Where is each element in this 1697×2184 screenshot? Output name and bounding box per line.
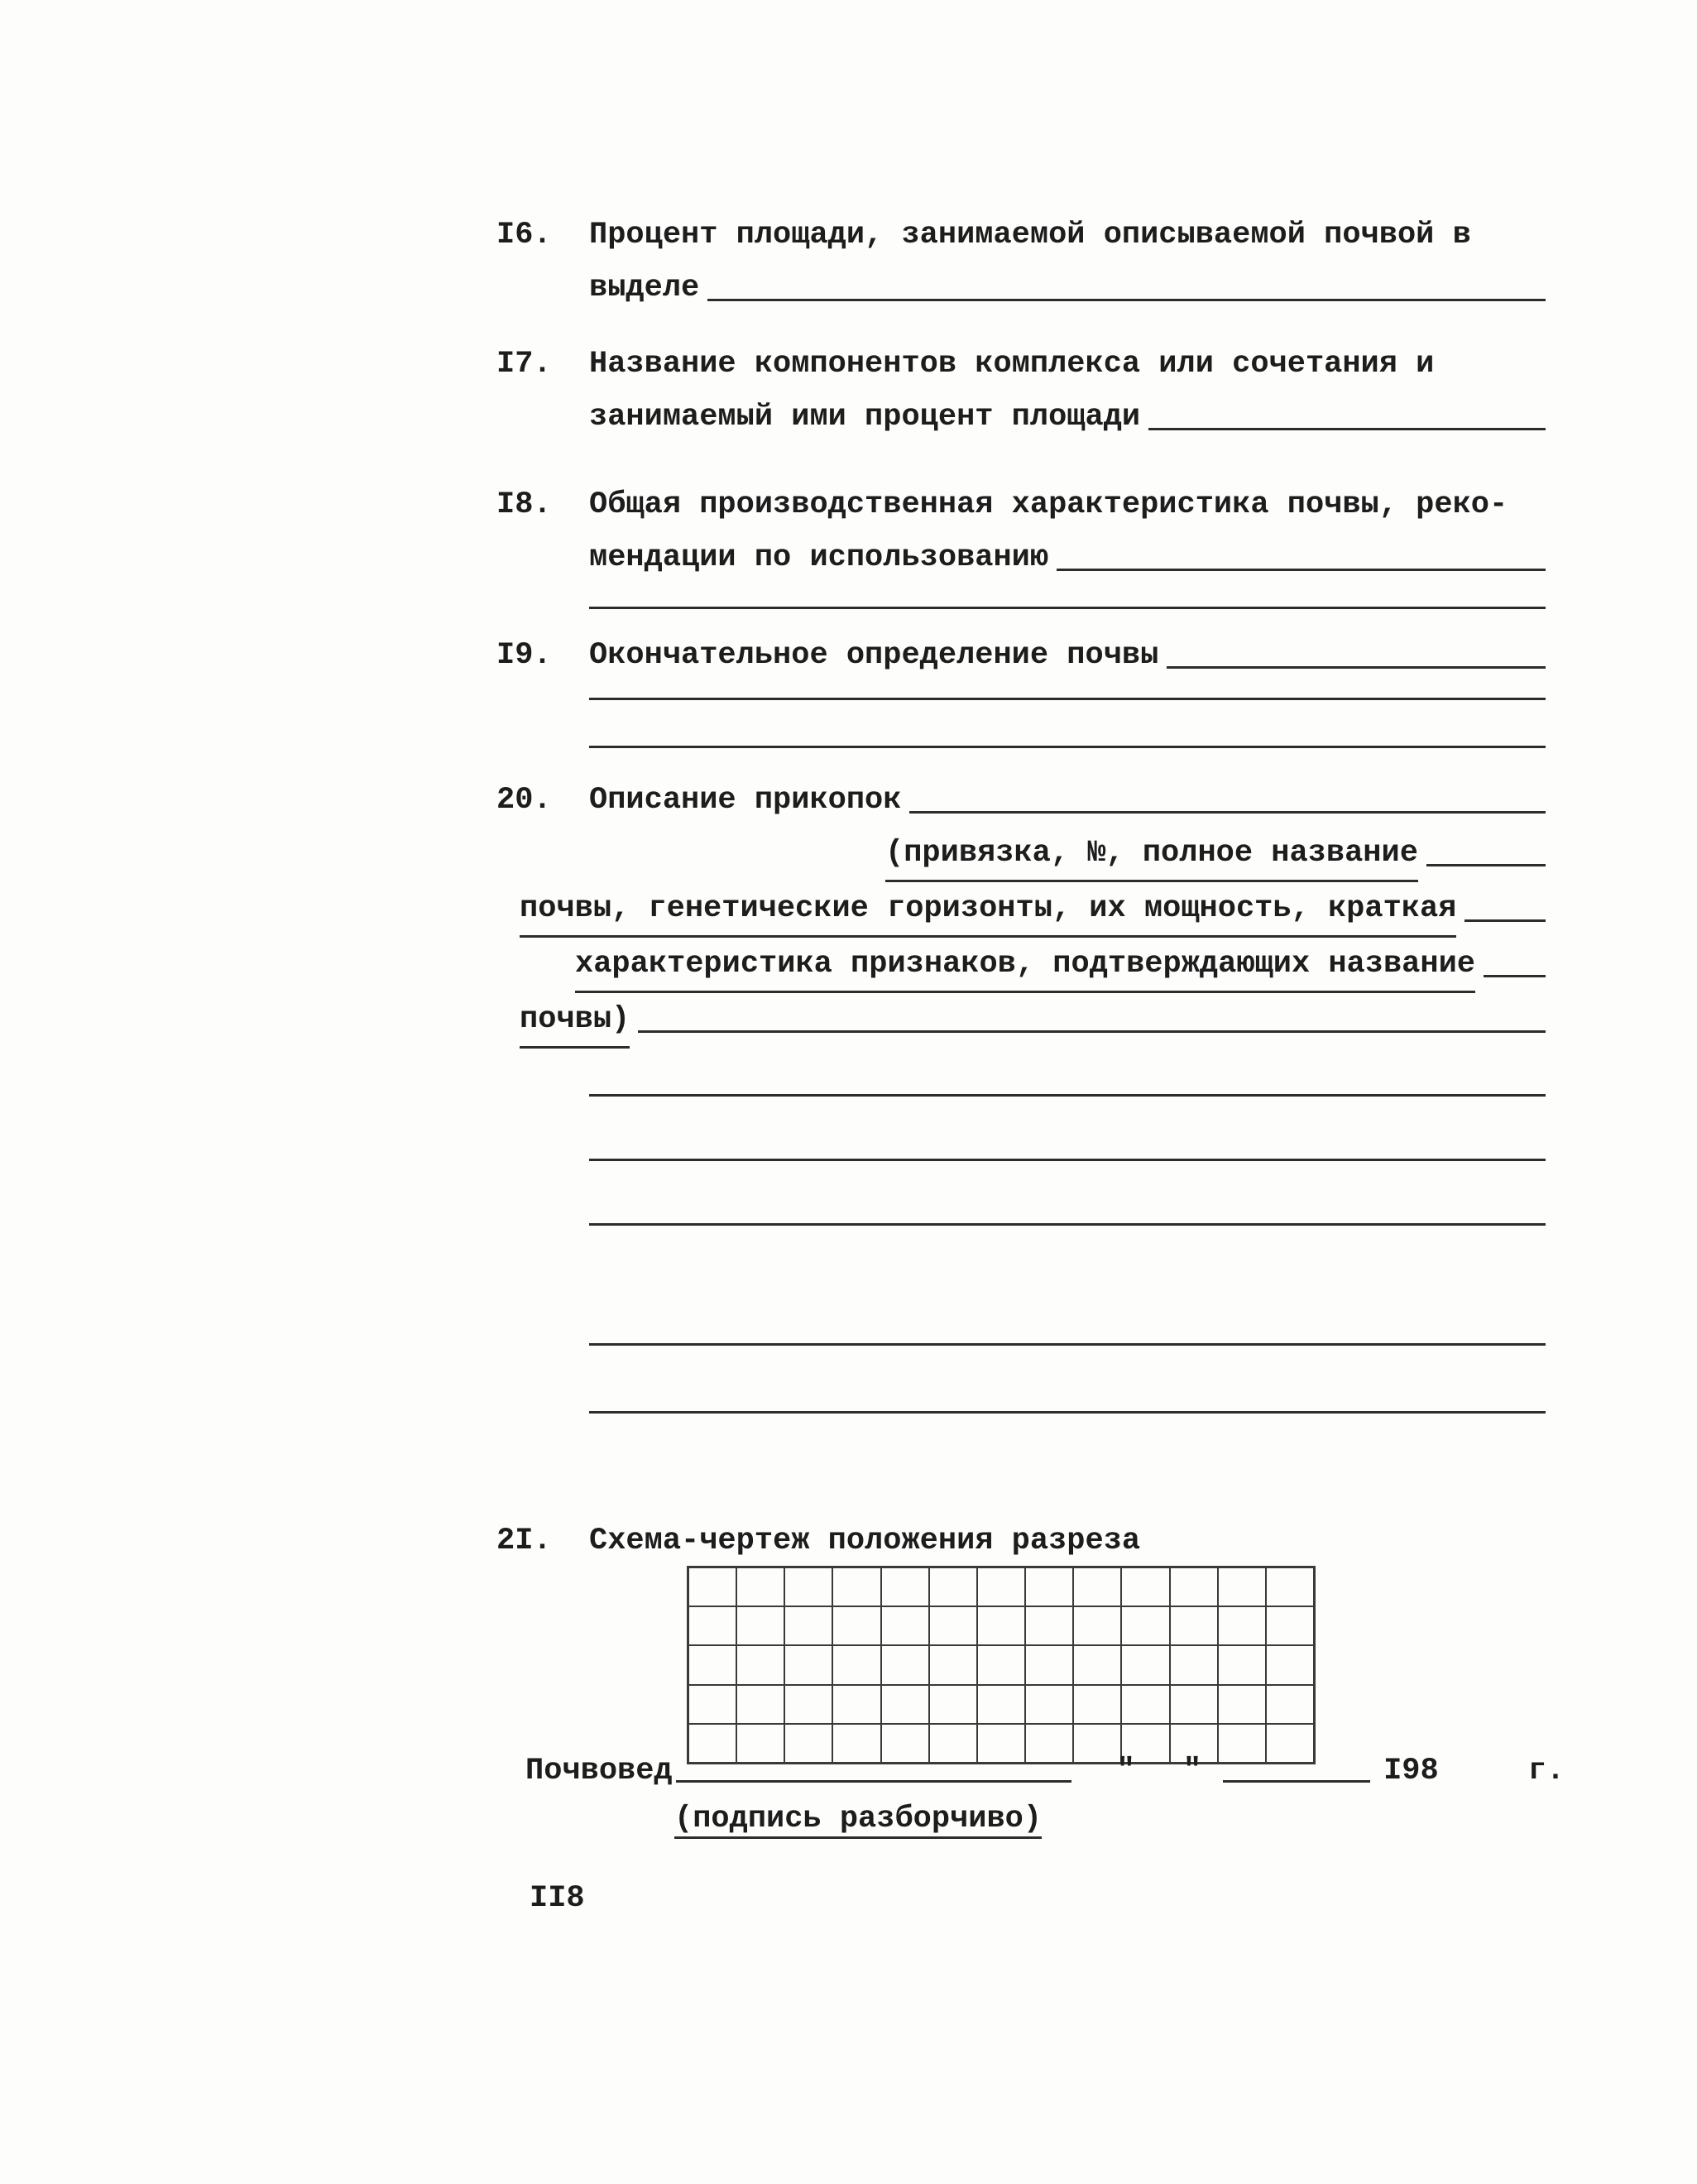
form-line [496, 1514, 1546, 1567]
sketch-grid-cell [929, 1645, 977, 1684]
form-line [496, 629, 1546, 682]
blank-line [1418, 833, 1546, 861]
sketch-grid-cell [929, 1606, 977, 1645]
sketch-grid-cell [688, 1645, 736, 1684]
sketch-grid-cell [784, 1567, 832, 1606]
form-item-18 [496, 478, 1546, 609]
signature-caption-text: (подпись разборчиво) [674, 1802, 1042, 1839]
sketch-grid-cell [881, 1567, 929, 1606]
blank-line [589, 1226, 1546, 1346]
form-item-21 [496, 1514, 1546, 1567]
sketch-grid-cell [977, 1645, 1025, 1684]
sketch-grid-cell [1266, 1606, 1314, 1645]
sketch-grid-cell [881, 1606, 929, 1645]
blank-line [589, 1161, 1546, 1226]
blank-line [901, 780, 1546, 808]
sketch-grid-cell [736, 1685, 784, 1724]
sketch-grid-cell [929, 1685, 977, 1724]
form-item-20 [496, 774, 1546, 1414]
sketch-grid-cell [688, 1567, 736, 1606]
sketch-grid-cell [929, 1567, 977, 1606]
form-item-17 [496, 338, 1546, 444]
sketch-grid-cell [977, 1567, 1025, 1606]
caption-text: (привязка, №, полное название [885, 827, 1418, 882]
sketch-grid-cell [881, 1645, 929, 1684]
item-text: Процент площади, занимаемой описываемой почвой в [589, 218, 1471, 252]
blank-line [589, 584, 1546, 609]
sketch-grid-cell [977, 1606, 1025, 1645]
item-number: I8. [496, 487, 552, 522]
caption-text: почвы, генетические горизонты, их мощность, краткая [520, 882, 1456, 938]
signature-caption [674, 1793, 1042, 1846]
page-number: II8 [530, 1881, 585, 1916]
item-text: выделе [589, 271, 700, 305]
blank-line [630, 1000, 1546, 1027]
blank-line [1158, 636, 1546, 663]
blank-line [589, 1097, 1546, 1161]
blank-line [699, 268, 1546, 295]
sketch-grid-cell [1170, 1645, 1218, 1684]
sketch-grid-cell [1073, 1567, 1121, 1606]
item-number: 2I. [496, 1524, 552, 1558]
sketch-grid-cell [736, 1645, 784, 1684]
sketch-grid-cell [1121, 1567, 1169, 1606]
item-number: I6. [496, 218, 552, 252]
sketch-grid-cell [1121, 1606, 1169, 1645]
signature-role-label: Почвовед [525, 1754, 673, 1788]
sketch-grid-cell [784, 1685, 832, 1724]
sketch-grid-cell [1218, 1645, 1266, 1684]
sketch-grid-cell [1025, 1606, 1073, 1645]
sketch-grid-cell [1218, 1685, 1266, 1724]
blank-line [1048, 538, 1546, 565]
form-line [496, 391, 1546, 444]
sketch-grid-cell [1170, 1606, 1218, 1645]
form-line [496, 209, 1546, 262]
signature-row [525, 1745, 1593, 1798]
sketch-grid-cell [1170, 1685, 1218, 1724]
item-text: мендации по использованию [589, 540, 1049, 575]
sketch-grid-cell [1266, 1645, 1314, 1684]
sketch-grid-cell [1121, 1685, 1169, 1724]
sketch-grid-cell [977, 1685, 1025, 1724]
blank-line [1140, 397, 1546, 425]
quote-close: " [1182, 1754, 1202, 1788]
item-text: Название компонентов комплекса или сочетания и [589, 347, 1435, 382]
form-item-16 [496, 209, 1546, 314]
sketch-grid-cell [784, 1645, 832, 1684]
item-number: 20. [496, 783, 552, 818]
item-text: Общая производственная характеристика почвы, реко- [589, 487, 1508, 522]
item-text: Описание прикопок [589, 783, 902, 818]
form-line [496, 531, 1546, 584]
sketch-grid-cell [736, 1606, 784, 1645]
quote-open: " [1116, 1754, 1135, 1788]
item-number: I9. [496, 638, 552, 673]
sketch-grid-cell [832, 1606, 880, 1645]
sketch-grid-cell [1218, 1567, 1266, 1606]
sketch-grid-cell [784, 1606, 832, 1645]
sketch-grid-cell [736, 1567, 784, 1606]
signature-blank-line [676, 1757, 1071, 1783]
blank-line [589, 682, 1546, 700]
sketch-grid-cell [832, 1685, 880, 1724]
sketch-grid-cell [688, 1685, 736, 1724]
sketch-grid-cell [1218, 1606, 1266, 1645]
item-text: Окончательное определение почвы [589, 638, 1159, 673]
form-line [496, 938, 1546, 993]
form-line [496, 827, 1546, 882]
sketch-grid-cell [1073, 1685, 1121, 1724]
item-text: занимаемый ими процент площади [589, 400, 1141, 434]
sketch-grid-cell [1266, 1685, 1314, 1724]
date-blank-line [1223, 1757, 1370, 1783]
sketch-grid-cell [1266, 1567, 1314, 1606]
form-line [496, 478, 1546, 531]
form-line [496, 993, 1546, 1049]
blank-line [1456, 889, 1546, 916]
blank-line [1475, 944, 1546, 972]
item-text: Схема-чертеж положения разреза [589, 1524, 1141, 1558]
sketch-grid-cell [688, 1606, 736, 1645]
form-line [496, 338, 1546, 391]
sketch-grid-cell [832, 1645, 880, 1684]
form-line [496, 882, 1546, 938]
sketch-grid-cell [1073, 1606, 1121, 1645]
caption-text: почвы) [520, 993, 630, 1049]
blank-line [589, 700, 1546, 748]
year-text: I98 [1383, 1754, 1439, 1788]
form-line [496, 262, 1546, 314]
item-number: I7. [496, 347, 552, 382]
sketch-grid-cell [1025, 1645, 1073, 1684]
sketch-grid-cell [881, 1685, 929, 1724]
sketch-grid-cell [1170, 1567, 1218, 1606]
sketch-grid-cell [1025, 1685, 1073, 1724]
sketch-grid [687, 1566, 1316, 1764]
sketch-grid-cell [832, 1567, 880, 1606]
sketch-grid-cell [1073, 1645, 1121, 1684]
sketch-grid-cell [1121, 1645, 1169, 1684]
caption-text: характеристика признаков, подтверждающих название [575, 938, 1475, 993]
form-line [496, 774, 1546, 827]
blank-line [589, 1346, 1546, 1414]
sketch-grid-cell [1025, 1567, 1073, 1606]
form-item-19 [496, 629, 1546, 748]
blank-line [589, 1049, 1546, 1097]
year-suffix: г. [1527, 1754, 1565, 1788]
